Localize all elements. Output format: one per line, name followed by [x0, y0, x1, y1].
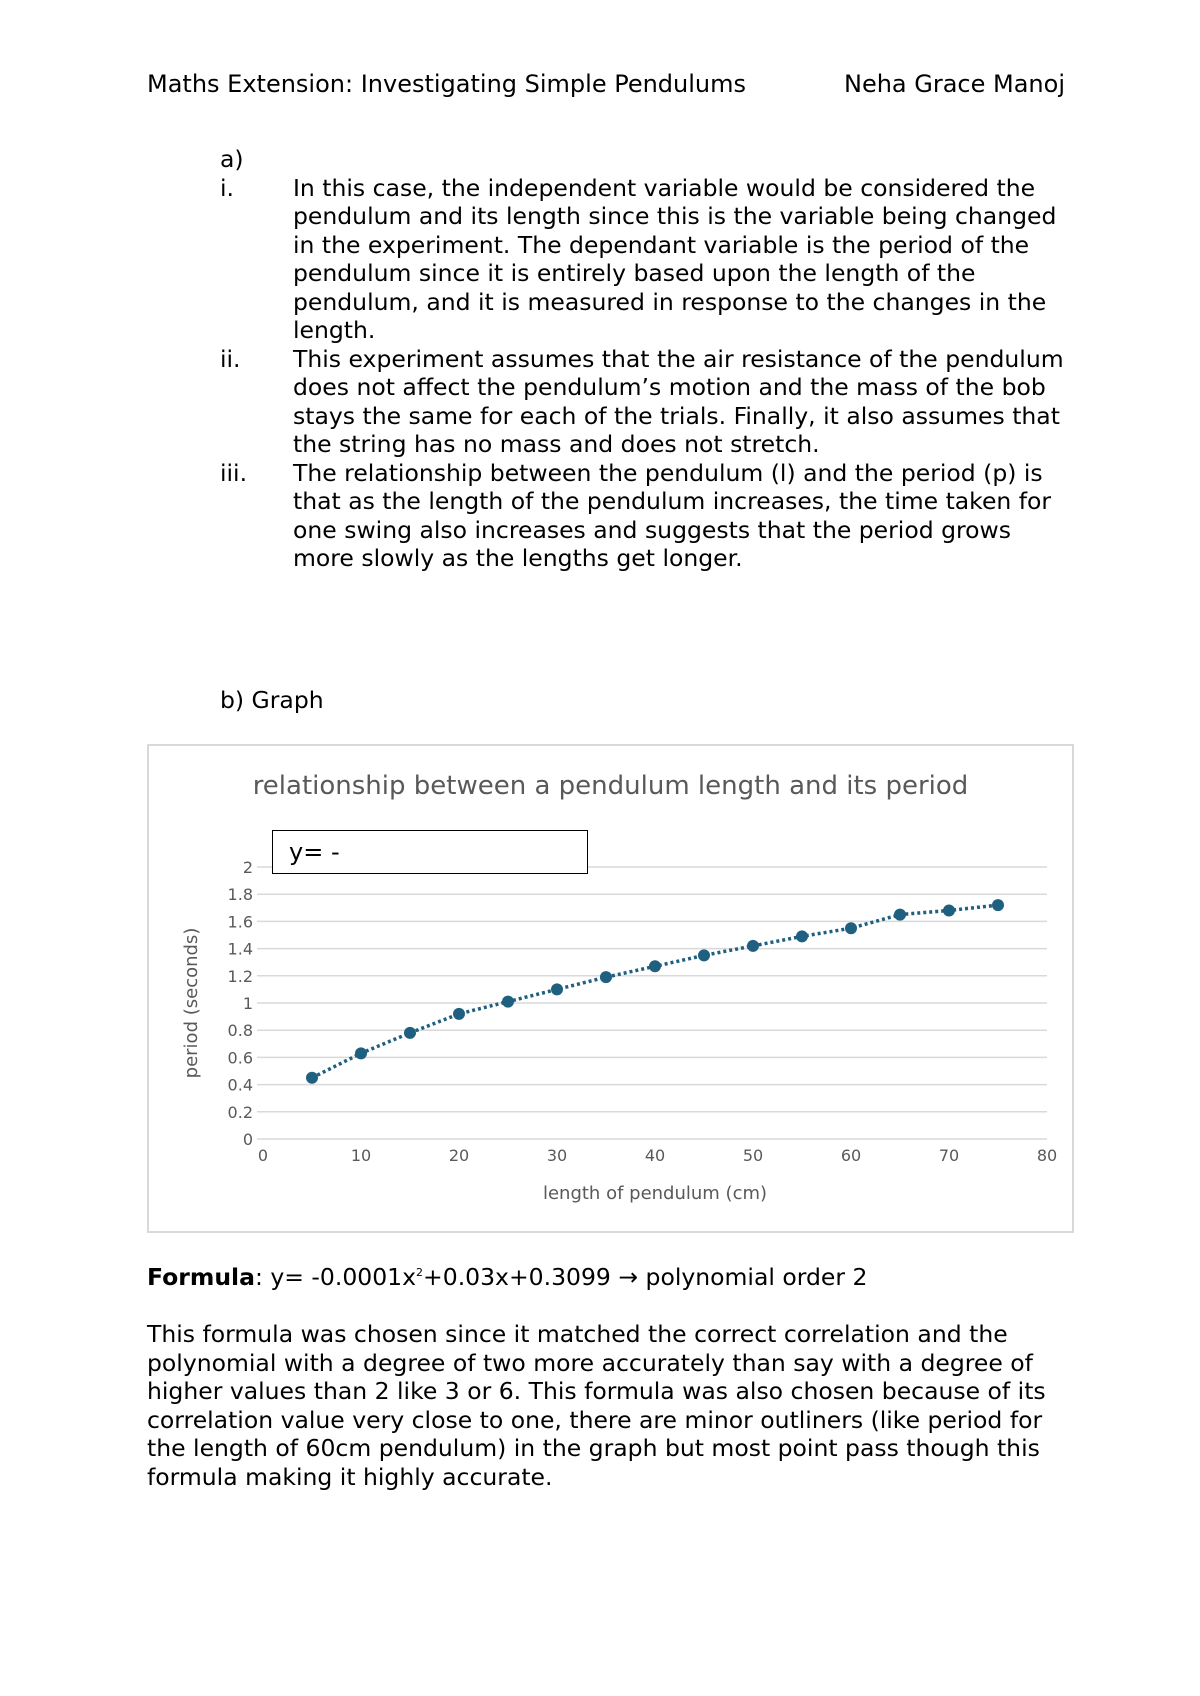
x-tick-label: 10	[350, 1146, 372, 1165]
item-number: ii.	[220, 344, 241, 373]
data-point	[649, 960, 661, 972]
x-tick-label: 70	[938, 1146, 960, 1165]
list-item	[220, 174, 1070, 345]
y-axis-label: period (seconds)	[181, 927, 202, 1079]
chart	[147, 744, 1074, 1233]
data-point	[551, 983, 563, 995]
document-title: Maths Extension: Investigating Simple Pendulums	[147, 70, 747, 98]
arrow-icon: →	[618, 1263, 639, 1291]
x-axis-label: length of pendulum (cm)	[542, 1183, 768, 1204]
data-point	[698, 949, 710, 961]
section-b-label: b) Graph	[220, 686, 324, 714]
x-tick-label: 40	[644, 1146, 666, 1165]
data-point	[894, 909, 906, 921]
item-text: This experiment assumes that the air resistance of the pendulum does not affect the pendulum’s motion and the mass of the bob stays the same for each of the trials. Finally, it also assumes that the string has no mass and does not stretch.	[293, 344, 1064, 458]
y-tick-label: 2	[242, 858, 253, 877]
data-point	[796, 930, 808, 942]
data-point	[404, 1027, 416, 1039]
data-point	[355, 1047, 367, 1059]
data-point	[845, 922, 857, 934]
x-tick-label: 80	[1036, 1146, 1058, 1165]
x-tick-label: 30	[546, 1146, 568, 1165]
item-text: In this case, the independent variable would be considered the pendulum and its length since this is the variable being changed in the experiment. The dependant variable is the period of the pendulum since it is entirely based upon the length of the pendulum, and it is measured in response to the changes in the length.	[293, 173, 1057, 344]
y-tick-label: 1.6	[227, 912, 253, 932]
y-tick-label: 1.4	[227, 939, 253, 959]
y-tick-label: 1.2	[227, 966, 253, 986]
x-tick-label: 60	[840, 1146, 862, 1165]
list-item	[220, 459, 1070, 573]
formula-suffix: +0.03x+0.3099	[423, 1263, 619, 1291]
list-item	[220, 345, 1070, 459]
section-a	[220, 145, 1070, 573]
data-point	[992, 899, 1004, 911]
x-tick-label: 50	[742, 1146, 764, 1165]
item-number: i.	[220, 173, 234, 202]
item-text: The relationship between the pendulum (l) and the period (p) is that as the length of the pendulum increases, the time taken for one swing also increases and suggests that the period grows more slowly as the lengths get longer.	[293, 458, 1052, 572]
y-tick-label: 0.4	[227, 1075, 253, 1095]
explanation-paragraph: This formula was chosen since it matched the correct correlation and the polynomial with a degree of two more accurately than say with a degree of higher values than 2 like 3 or 6. This formula was also chosen because of its correlation value very close to one, there are minor outliners (like period for the length of 60cm pendulum) in the graph but most point pass though this formula making it highly accurate.	[147, 1320, 1046, 1491]
data-point	[747, 940, 759, 952]
y-tick-label: 1.8	[227, 885, 253, 905]
y-tick-label: 1	[242, 994, 253, 1013]
chart-title: relationship between a pendulum length and its period	[252, 771, 969, 801]
y-tick-label: 0.6	[227, 1048, 253, 1068]
formula-label: Formula	[147, 1263, 255, 1291]
chart-canvas	[149, 746, 1072, 1231]
x-tick-label: 20	[448, 1146, 470, 1165]
formula-prefix: : y= -0.0001x	[254, 1263, 417, 1291]
data-point	[306, 1072, 318, 1084]
data-point	[502, 996, 514, 1008]
data-point	[943, 905, 955, 917]
data-point	[600, 971, 612, 983]
y-tick-label: 0.8	[227, 1021, 253, 1041]
formula-note: polynomial order 2	[638, 1263, 868, 1291]
formula-line	[147, 1263, 867, 1291]
equation-box: y= -	[272, 830, 588, 874]
y-tick-label: 0	[242, 1130, 253, 1149]
y-tick-label: 0.2	[227, 1102, 253, 1122]
page-header	[147, 70, 1065, 98]
data-point	[453, 1008, 465, 1020]
section-a-label: a)	[220, 145, 244, 173]
formula-exponent: 2	[416, 1266, 424, 1279]
x-tick-label: 0	[257, 1146, 269, 1165]
item-number: iii.	[220, 458, 248, 487]
series-line	[312, 905, 998, 1078]
author-name: Neha Grace Manoj	[843, 70, 1065, 98]
